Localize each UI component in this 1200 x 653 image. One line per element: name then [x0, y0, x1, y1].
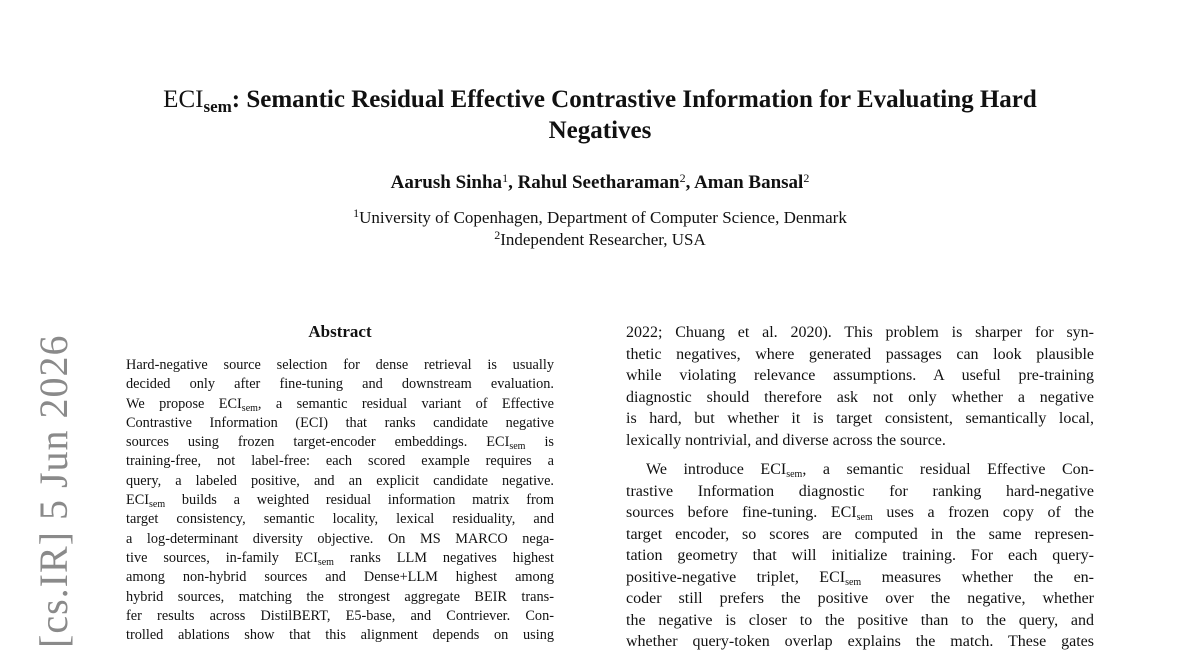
author-name: Aman Bansal — [694, 172, 804, 193]
author-affil-mark: 2 — [803, 171, 810, 185]
author-name: Aarush Sinha — [390, 172, 503, 193]
affiliation-mark: 1 — [353, 206, 360, 220]
text-line: whether query-token overlap explains the match. These gates — [626, 633, 1094, 650]
abstract-heading: Abstract — [308, 322, 372, 341]
subscript-sem: sem — [149, 499, 166, 511]
text-line: decided only after fine-tuning and downstream evaluation. — [126, 376, 554, 393]
text-line: $ECI_{sem}$ builds a weighted residual information matrix from — [126, 492, 554, 511]
text-line: Hard-negative source selection for dense retrieval is usually — [126, 357, 554, 373]
text-line: is hard, but whether it is target consistent, semantically local, — [626, 410, 1094, 427]
paper-title — [90, 84, 1110, 146]
text-line: query, a labeled positive, and an explicit candidate negative. — [126, 472, 554, 489]
title-text-line2: Negatives — [548, 117, 652, 144]
subscript-sem: sem — [786, 469, 803, 480]
title-text: : Semantic Residual Effective Contrastive Information for Evaluating Hard — [231, 86, 1037, 113]
text-line: fer results across DistilBERT, E5-base, and Contriever. Con- — [126, 607, 554, 624]
text-line: positive-negative triplet, $ECI_{sem}$ measures whether the en- — [626, 568, 1094, 588]
affiliation-text: University of Copenhagen, Department of Computer Science, Denmark — [359, 208, 847, 227]
author-name: Rahul Seetharaman — [517, 172, 680, 193]
text-line: target encoder, so scores are computed in the same represen- — [626, 525, 1094, 543]
text-line: the negative is closer to the positive than to the query, and — [626, 611, 1094, 629]
text-line: training-free, not label-free: each scored example requires a — [126, 453, 554, 470]
text-line: We propose $ECI_{sem}$, a semantic residual variant of Effective — [126, 395, 555, 414]
text-line: tive sources, in-family $ECI_{sem}$ ranks LLM negatives highest — [126, 549, 555, 568]
text-line: trastive Information diagnostic for ranking hard-negative — [626, 482, 1094, 500]
author-affil-mark: 2 — [679, 171, 686, 185]
text-line: a log-determinant diversity objective. On MS MARCO nega- — [126, 530, 554, 547]
text-line: lexically nontrivial, and diverse across the source. — [626, 431, 946, 449]
intro-column — [626, 322, 1094, 653]
author-separator: , — [508, 172, 518, 193]
text-line: coder still prefers the positive over the negative, whether — [626, 590, 1094, 607]
subscript-sem: sem — [509, 441, 526, 453]
text-line: hybrid sources, matching the strongest aggregate BEIR trans- — [126, 588, 554, 605]
text-line: sources using frozen target-encoder embeddings. $ECI_{sem}$ is — [126, 434, 554, 453]
subscript-sem: sem — [845, 576, 862, 588]
author-separator: , — [685, 172, 695, 193]
text-line: target consistency, semantic locality, lexical residuality, and — [126, 511, 554, 528]
title-eci-subscript: sem — [203, 97, 232, 116]
text-line: tation geometry that will initialize training. For each query- — [626, 547, 1094, 564]
title-eci: ECI — [163, 86, 204, 113]
text-line: sources before fine-tuning. $ECI_{sem}$ uses a frozen copy of the — [626, 504, 1094, 523]
text-line: diagnostic should therefore ask not only whether a negative — [626, 388, 1094, 406]
paragraph-gap — [626, 451, 1094, 459]
affiliation-1 — [0, 208, 1200, 228]
author-affil-mark: 1 — [502, 171, 509, 185]
text-line: trolled ablations show that this alignment depends on using — [126, 627, 554, 644]
subscript-sem: sem — [241, 402, 258, 414]
text-line: while violating relevance assumptions. A useful pre-training — [626, 367, 1094, 384]
text-line: Contrastive Information (ECI) that ranks candidate negative — [126, 414, 554, 431]
subscript-sem: sem — [856, 512, 873, 523]
text-line: thetic negatives, where generated passages can look plausible — [626, 345, 1094, 363]
text-line: We introduce $ECI_{sem}$, a semantic residual Effective Con- — [646, 461, 1095, 480]
subscript-sem: sem — [317, 556, 334, 568]
affiliation-mark: 2 — [494, 228, 501, 242]
text-line: among non-hybrid sources and Dense+LLM highest among — [126, 569, 554, 586]
affiliation-2 — [0, 230, 1200, 250]
affiliation-text: Independent Researcher, USA — [500, 230, 706, 249]
abstract-body — [126, 356, 554, 645]
text-line: 2022; Chuang et al. 2020). This problem is sharper for syn- — [626, 324, 1094, 341]
author-list — [0, 172, 1200, 194]
arxiv-side-stamp: [cs.IR] 5 Jun 2026 — [31, 334, 76, 648]
